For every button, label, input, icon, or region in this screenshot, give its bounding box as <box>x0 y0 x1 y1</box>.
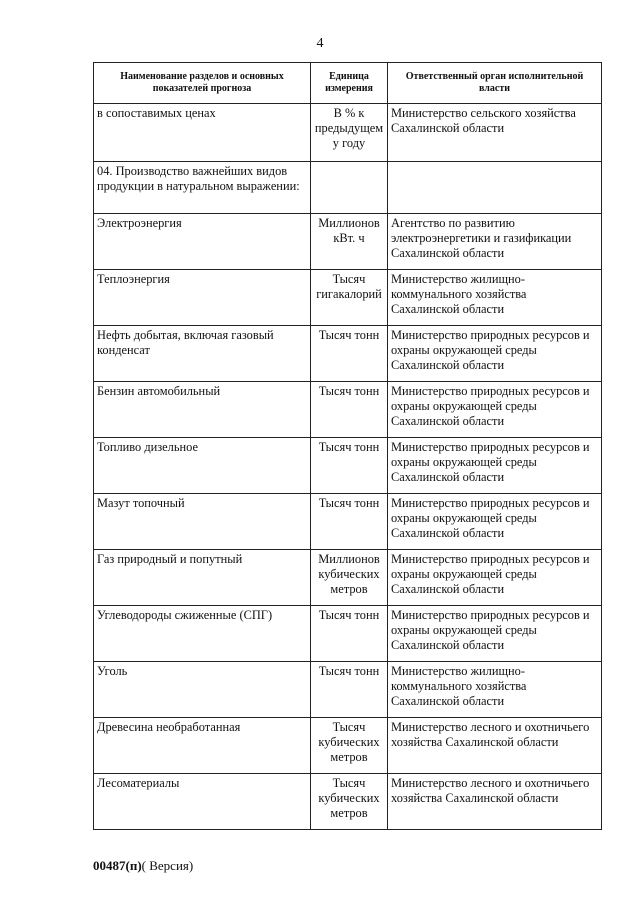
table-row <box>94 214 602 270</box>
unit: Тысяч тонн <box>311 326 388 382</box>
unit: Миллионов кубических метров <box>311 550 388 606</box>
table-row <box>94 270 602 326</box>
header-responsible-body: Ответственный орган исполнительной власти <box>388 63 602 104</box>
unit: Тысяч тонн <box>311 494 388 550</box>
indicator-name: Лесоматериалы <box>94 774 311 830</box>
table-row <box>94 662 602 718</box>
table-row <box>94 606 602 662</box>
responsible-body: Министерство природных ресурсов и охраны окружающей среды Сахалинской области <box>388 606 602 662</box>
unit: Тысяч кубических метров <box>311 774 388 830</box>
indicator-name: Электроэнергия <box>94 214 311 270</box>
responsible-body: Министерство лесного и охотничьего хозяйства Сахалинской области <box>388 774 602 830</box>
indicator-name: Топливо дизельное <box>94 438 311 494</box>
table-row <box>94 382 602 438</box>
responsible-body <box>388 162 602 214</box>
responsible-body: Министерство природных ресурсов и охраны окружающей среды Сахалинской области <box>388 494 602 550</box>
table-row <box>94 104 602 162</box>
indicator-name: Уголь <box>94 662 311 718</box>
unit: Тысяч тонн <box>311 662 388 718</box>
unit: Миллионов кВт. ч <box>311 214 388 270</box>
table-row <box>94 550 602 606</box>
table-header-row <box>94 63 602 104</box>
document-version: ( Версия) <box>141 858 194 873</box>
table-row <box>94 438 602 494</box>
document-code: 00487(п) <box>93 858 142 873</box>
responsible-body: Министерство жилищно-коммунального хозяйства Сахалинской области <box>388 270 602 326</box>
indicator-name: Теплоэнергия <box>94 270 311 326</box>
indicator-name: Нефть добытая, включая газовый конденсат <box>94 326 311 382</box>
section-title: 04. Производство важнейших видов продукции в натуральном выражении: <box>94 162 311 214</box>
table-row <box>94 718 602 774</box>
table-row <box>94 326 602 382</box>
responsible-body: Министерство природных ресурсов и охраны окружающей среды Сахалинской области <box>388 438 602 494</box>
header-indicator-name: Наименование разделов и основных показателей прогноза <box>94 63 311 104</box>
unit: Тысяч тонн <box>311 382 388 438</box>
indicator-name: в сопоставимых ценах <box>94 104 311 162</box>
indicator-name: Углеводороды сжиженные (СПГ) <box>94 606 311 662</box>
document-footer <box>93 858 193 874</box>
page-number: 4 <box>316 36 324 51</box>
table-row <box>94 494 602 550</box>
unit: Тысяч кубических метров <box>311 718 388 774</box>
forecast-table <box>93 62 602 830</box>
table-row <box>94 162 602 214</box>
unit: Тысяч тонн <box>311 606 388 662</box>
responsible-body: Министерство лесного и охотничьего хозяйства Сахалинской области <box>388 718 602 774</box>
responsible-body: Агентство по развитию электроэнергетики и газификации Сахалинской области <box>388 214 602 270</box>
responsible-body: Министерство сельского хозяйства Сахалинской области <box>388 104 602 162</box>
indicator-name: Бензин автомобильный <box>94 382 311 438</box>
responsible-body: Министерство природных ресурсов и охраны окружающей среды Сахалинской области <box>388 550 602 606</box>
unit: Тысяч тонн <box>311 438 388 494</box>
indicator-name: Мазут топочный <box>94 494 311 550</box>
unit: В % к предыдущем у году <box>311 104 388 162</box>
table-row <box>94 774 602 830</box>
indicator-name: Газ природный и попутный <box>94 550 311 606</box>
header-unit: Единица измерения <box>311 63 388 104</box>
indicator-name: Древесина необработанная <box>94 718 311 774</box>
unit <box>311 162 388 214</box>
responsible-body: Министерство жилищно-коммунального хозяйства Сахалинской области <box>388 662 602 718</box>
responsible-body: Министерство природных ресурсов и охраны окружающей среды Сахалинской области <box>388 326 602 382</box>
responsible-body: Министерство природных ресурсов и охраны окружающей среды Сахалинской области <box>388 382 602 438</box>
unit: Тысяч гигакалорий <box>311 270 388 326</box>
